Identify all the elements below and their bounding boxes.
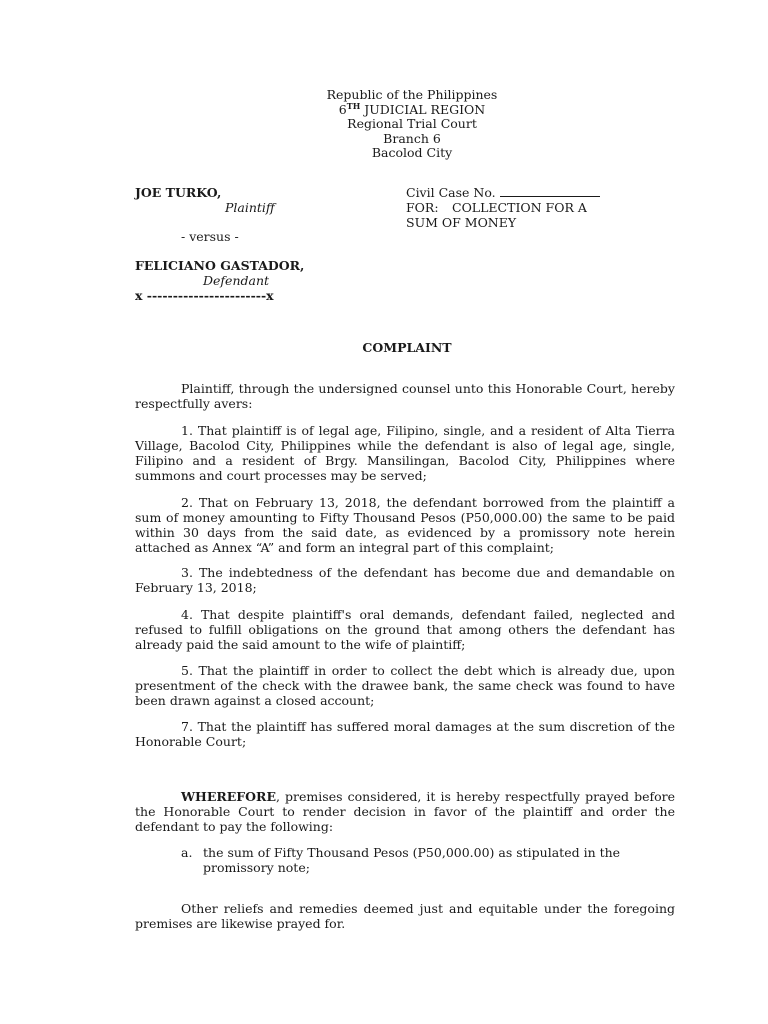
header-city: Bacolod City (371, 145, 453, 160)
court-header (0, 87, 768, 160)
wherefore-lead: WHEREFORE (181, 789, 276, 804)
wherefore-text: , premises considered, it is hereby respectfully prayed before the Honorable Court to render decision in favor of the plaintiff and order the defendant to pay the following: (135, 789, 675, 834)
header-republic: Republic of the Philippines (326, 87, 498, 102)
header-region (0, 102, 768, 117)
region-text: JUDICIAL REGION (360, 101, 486, 117)
document-title: COMPLAINT (362, 340, 452, 355)
header-branch: Branch 6 (383, 130, 441, 146)
header-court: Regional Trial Court (347, 116, 477, 131)
other-reliefs-paragraph: Other reliefs and remedies deemed just and equitable under the foregoing premises are likewise prayed for. (135, 901, 675, 931)
prayer-item-a (181, 845, 675, 875)
case-nature (406, 200, 676, 230)
region-ordinal: TH (346, 100, 361, 111)
prayer-item-letter: a. (181, 845, 193, 860)
defendant-role: Defendant (203, 273, 270, 288)
plaintiff-role: Plaintiff (225, 200, 275, 215)
paragraph-5: 5. That the plaintiff in order to collect the debt which is already due, upon presentment of the check with the drawee bank, the same check was found to have been drawn against a closed account; (135, 663, 675, 708)
paragraph-4: 4. That despite plaintiff's oral demands, defendant failed, neglected and refused to fulfill obligations on the ground that among others the defendant has already paid the said amount to the wife of plaintiff; (135, 607, 675, 652)
case-caption-parties (135, 185, 375, 303)
paragraph-7: 7. That the plaintiff has suffered moral damages at the sum discretion of the Honorable Court; (135, 719, 675, 749)
paragraph-2: 2. That on February 13, 2018, the defendant borrowed from the plaintiff a sum of money amounting to Fifty Thousand Pesos (P50,000.00) the same to be paid within 30 days from the said date, as evidenced by a promissory note herein attached as Annex “A” and form an integral part of this complaint; (135, 495, 675, 555)
case-number-label: Civil Case No. (406, 185, 500, 200)
paragraph-1: 1. That plaintiff is of legal age, Filipino, single, and a resident of Alta Tierra Village, Bacolod City, Philippines while the defendant is also of legal age, single, Filipino and a resident of Brgy. Mansilingan, Bacolod City, Philippines where summons and court processes may be served; (135, 423, 675, 483)
for-label: FOR: (406, 200, 439, 215)
intro-paragraph: Plaintiff, through the undersigned counsel unto this Honorable Court, hereby respectfully avers: (135, 381, 675, 411)
case-number-blank (500, 185, 600, 197)
caption-separator: x -----------------------x (135, 288, 274, 303)
region-number: 6 (338, 101, 347, 117)
case-number (406, 185, 676, 200)
prayer-item-text: the sum of Fifty Thousand Pesos (P50,000.00) as stipulated in the promissory note; (203, 845, 621, 875)
case-caption-info (406, 185, 676, 230)
plaintiff-name: JOE TURKO, (135, 185, 222, 200)
paragraph-3: 3. The indebtedness of the defendant has become due and demandable on February 13, 2018; (135, 565, 675, 595)
wherefore-paragraph (135, 789, 675, 834)
defendant-name: FELICIANO GASTADOR, (135, 258, 305, 273)
for-text: COLLECTION FOR A SUM OF MONEY (406, 200, 587, 230)
versus-label: - versus - (181, 229, 239, 244)
